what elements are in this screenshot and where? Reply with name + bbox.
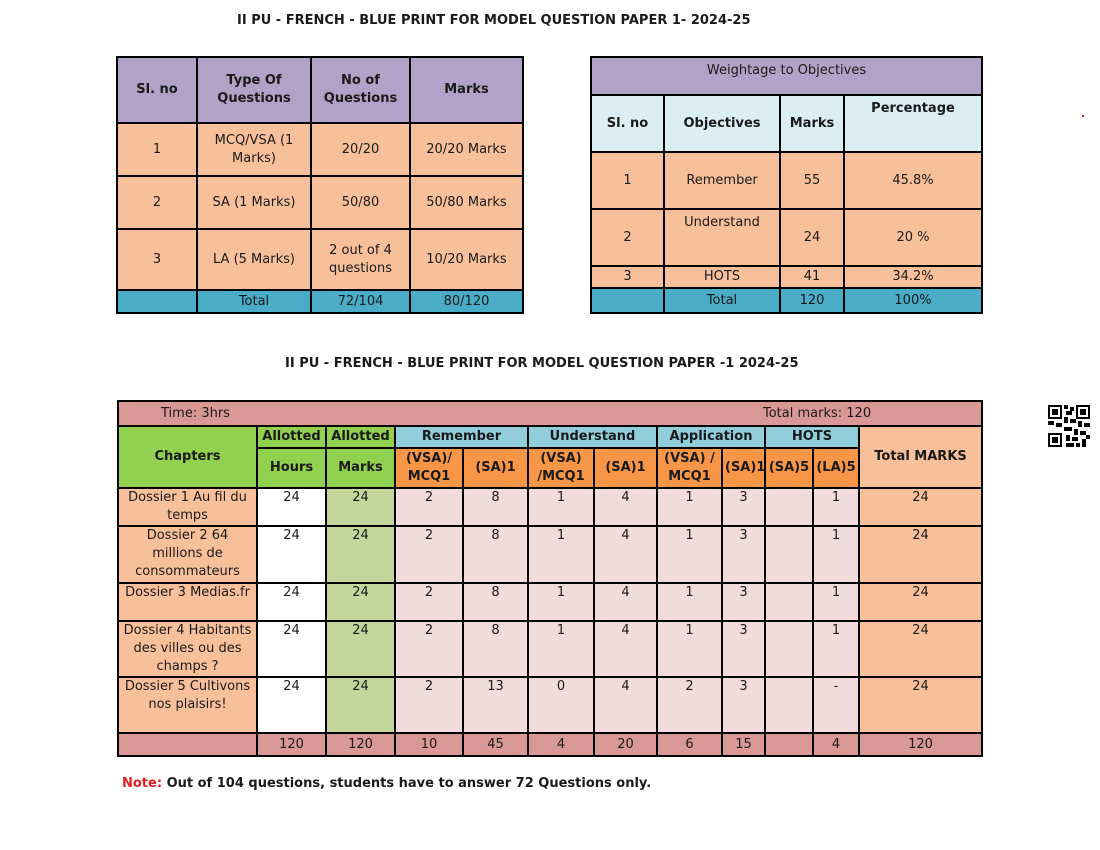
cell: 8 (463, 621, 528, 677)
header-sub: (SA)1 (722, 448, 765, 488)
cell (765, 583, 813, 621)
table-row (117, 123, 523, 176)
header-sub: (SA)1 (594, 448, 657, 488)
cell: 2 (395, 677, 463, 733)
cell (765, 621, 813, 677)
cell: 24 (326, 488, 395, 526)
cell: 2 (117, 176, 197, 229)
header-remember: Remember (395, 426, 528, 448)
cell: 24 (859, 583, 982, 621)
cell: 2 (657, 677, 722, 733)
cell (765, 677, 813, 733)
cell: 2 out of 4 questions (311, 229, 410, 290)
note (122, 776, 651, 791)
cell: 20 % (844, 209, 982, 266)
cell: 1 (813, 526, 859, 583)
cell: 1 (528, 488, 594, 526)
cell: 8 (463, 488, 528, 526)
question-type-table (116, 56, 524, 314)
table-row (118, 526, 982, 583)
cell: - (813, 677, 859, 733)
totals-row (118, 733, 982, 756)
header-sub: (SA)1 (463, 448, 528, 488)
cell: 2 (395, 583, 463, 621)
header-sub: (SA)5 (765, 448, 813, 488)
total-row (117, 290, 523, 313)
chapter-cell: Dossier 4 Habitants des villes ou des champs ? (118, 621, 257, 677)
cell: 1 (528, 583, 594, 621)
total-questions: 72/104 (311, 290, 410, 313)
total-row (591, 288, 982, 313)
cell: MCQ/VSA (1 Marks) (197, 123, 311, 176)
cell: 1 (591, 152, 664, 209)
qr-code-icon (1048, 405, 1090, 447)
cell (765, 526, 813, 583)
cell: 3 (722, 583, 765, 621)
cell: 2 (395, 488, 463, 526)
header-marks: Marks (410, 57, 523, 123)
time-label: Time: 3hrs (161, 405, 230, 421)
cell: SA (1 Marks) (197, 176, 311, 229)
cell: 41 (780, 266, 844, 288)
cell: Remember (664, 152, 780, 209)
header-chapters: Chapters (118, 426, 257, 488)
table-row (591, 266, 982, 288)
chapter-cell: Dossier 2 64 millions de consommateurs (118, 526, 257, 583)
header-sub: (VSA) / MCQ1 (657, 448, 722, 488)
cell: 4 (594, 677, 657, 733)
header-allotted-hours-top: Allotted (257, 426, 326, 448)
cell: 1 (813, 583, 859, 621)
cell: 2 (591, 209, 664, 266)
cell: 1 (117, 123, 197, 176)
header-hots: HOTS (765, 426, 859, 448)
header-sub: (LA)5 (813, 448, 859, 488)
table-row (118, 583, 982, 621)
header-percentage: Percentage (844, 95, 982, 152)
header-understand: Understand (528, 426, 657, 448)
table-row (117, 176, 523, 229)
header-marks: Marks (780, 95, 844, 152)
cell (765, 488, 813, 526)
page-title-top: II PU - FRENCH - BLUE PRINT FOR MODEL QUESTION PAPER 1- 2024-25 (237, 13, 751, 28)
cell (765, 733, 813, 756)
cell: 2 (395, 621, 463, 677)
note-label: Note: (122, 776, 163, 791)
cell: 24 (859, 621, 982, 677)
cell: 24 (257, 488, 326, 526)
cell: 24 (326, 583, 395, 621)
table-row (118, 621, 982, 677)
total-marks: 120 (780, 288, 844, 313)
cell: 1 (528, 621, 594, 677)
header-sub: (VSA) /MCQ1 (528, 448, 594, 488)
cell: 4 (594, 583, 657, 621)
cell: 50/80 Marks (410, 176, 523, 229)
cell: 24 (326, 621, 395, 677)
header-sub: (VSA)/ MCQ1 (395, 448, 463, 488)
header-sl-no: Sl. no (591, 95, 664, 152)
cell: 2 (395, 526, 463, 583)
header-marks: Marks (326, 448, 395, 488)
cell: 1 (813, 621, 859, 677)
cell: 24 (257, 621, 326, 677)
red-dot (1082, 115, 1084, 117)
total-marks-label: Total marks: 120 (763, 405, 872, 421)
header-no-of-questions: No of Questions (311, 57, 410, 123)
objectives-caption: Weightage to Objectives (591, 57, 982, 95)
cell: 15 (722, 733, 765, 756)
header-total-marks: Total MARKS (859, 426, 982, 488)
cell: 24 (326, 526, 395, 583)
cell: 4 (594, 526, 657, 583)
cell: 10/20 Marks (410, 229, 523, 290)
chapter-cell: Dossier 3 Medias.fr (118, 583, 257, 621)
cell: 45.8% (844, 152, 982, 209)
table-row (118, 677, 982, 733)
cell: 10 (395, 733, 463, 756)
header-sl-no: Sl. no (117, 57, 197, 123)
objectives-table (590, 56, 983, 314)
total-percentage: 100% (844, 288, 982, 313)
cell: 24 (326, 677, 395, 733)
cell: 34.2% (844, 266, 982, 288)
cell: 13 (463, 677, 528, 733)
cell: 24 (780, 209, 844, 266)
cell: 120 (859, 733, 982, 756)
table-row (117, 229, 523, 290)
cell: 1 (657, 488, 722, 526)
cell (591, 288, 664, 313)
cell: 50/80 (311, 176, 410, 229)
header-objectives: Objectives (664, 95, 780, 152)
header-hours: Hours (257, 448, 326, 488)
cell: 1 (528, 526, 594, 583)
cell: 1 (657, 583, 722, 621)
cell: 3 (722, 488, 765, 526)
cell: 1 (813, 488, 859, 526)
cell: 24 (257, 526, 326, 583)
table-row (591, 152, 982, 209)
cell: 0 (528, 677, 594, 733)
cell: 24 (257, 677, 326, 733)
cell: 120 (257, 733, 326, 756)
total-marks: 80/120 (410, 290, 523, 313)
cell: 20/20 (311, 123, 410, 176)
cell: 3 (591, 266, 664, 288)
total-label: Total (664, 288, 780, 313)
cell: 24 (257, 583, 326, 621)
cell: 24 (859, 526, 982, 583)
cell: 6 (657, 733, 722, 756)
cell: 20 (594, 733, 657, 756)
page-title-mid: II PU - FRENCH - BLUE PRINT FOR MODEL QUESTION PAPER -1 2024-25 (285, 356, 799, 371)
cell: 8 (463, 526, 528, 583)
note-text: Out of 104 questions, students have to answer 72 Questions only. (166, 776, 652, 791)
table-row (118, 488, 982, 526)
cell: 8 (463, 583, 528, 621)
cell: 55 (780, 152, 844, 209)
total-label: Total (197, 290, 311, 313)
header-application: Application (657, 426, 765, 448)
cell: 24 (859, 488, 982, 526)
chapter-cell: Dossier 1 Au fil du temps (118, 488, 257, 526)
cell: 24 (859, 677, 982, 733)
cell: HOTS (664, 266, 780, 288)
cell: 3 (117, 229, 197, 290)
cell (117, 290, 197, 313)
cell: LA (5 Marks) (197, 229, 311, 290)
cell: 1 (657, 526, 722, 583)
cell: 3 (722, 526, 765, 583)
cell: 120 (326, 733, 395, 756)
chapter-cell: Dossier 5 Cultivons nos plaisirs! (118, 677, 257, 733)
cell: 45 (463, 733, 528, 756)
cell: 3 (722, 621, 765, 677)
header-allotted-marks-top: Allotted (326, 426, 395, 448)
cell (118, 733, 257, 756)
cell: 4 (813, 733, 859, 756)
blueprint-table (117, 400, 983, 757)
cell: 4 (528, 733, 594, 756)
cell: 3 (722, 677, 765, 733)
cell: 4 (594, 488, 657, 526)
header-type: Type Of Questions (197, 57, 311, 123)
cell: Understand (664, 209, 780, 266)
cell: 1 (657, 621, 722, 677)
cell: 20/20 Marks (410, 123, 523, 176)
table-row (591, 209, 982, 266)
cell: 4 (594, 621, 657, 677)
